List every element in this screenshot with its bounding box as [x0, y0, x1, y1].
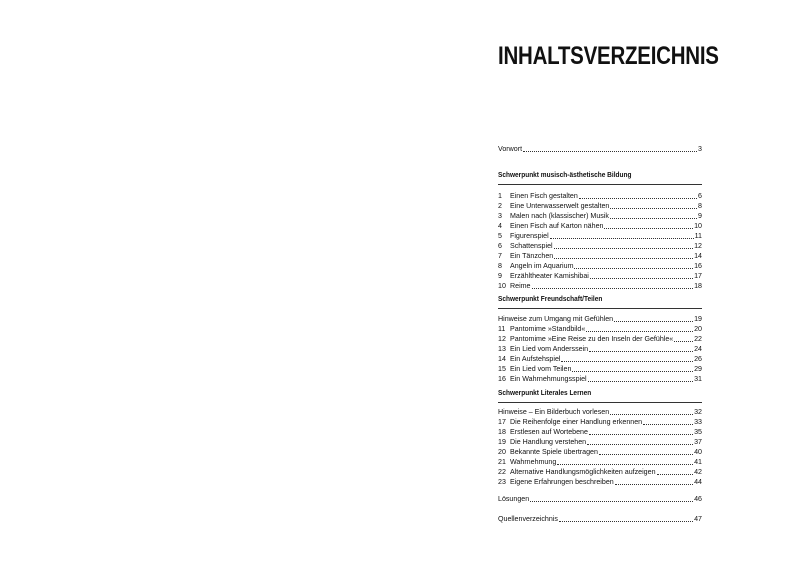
toc-entry-number: 20 [498, 448, 506, 456]
toc-entry-number: 6 [498, 242, 502, 250]
toc-entry [498, 427, 702, 437]
toc-leader-dots [604, 227, 693, 229]
toc-entry-page: 12 [694, 242, 702, 250]
toc-entry [498, 334, 702, 344]
toc-leader-dots [550, 237, 694, 239]
toc-entry [498, 364, 702, 374]
section-heading: Schwerpunkt Freundschaft/Teilen [498, 295, 603, 303]
toc-entry [498, 324, 702, 334]
toc-entry-text: Figurenspiel [510, 232, 549, 240]
toc-entry [498, 467, 702, 477]
toc-leader-dots [559, 520, 693, 522]
toc-entry-page: 33 [694, 418, 702, 426]
toc-entry-text: Ein Wahrnehmungsspiel [510, 375, 587, 383]
toc-entry-page: 10 [694, 222, 702, 230]
toc-entry-text: Malen nach (klassischer) Musik [510, 212, 609, 220]
toc-entry-number: 17 [498, 418, 506, 426]
toc-entry-text: Die Reihenfolge einer Handlung erkennen [510, 418, 643, 426]
toc-entry [498, 354, 702, 364]
toc-leader-dots [614, 320, 693, 322]
toc-entry-page: 3 [698, 145, 702, 153]
toc-entry-number: 3 [498, 212, 502, 220]
toc-entry-text: Einen Fisch auf Karton nähen [510, 222, 604, 230]
toc-leader-dots [610, 217, 697, 219]
toc-entry-number: 12 [498, 335, 506, 343]
section-rule [498, 184, 702, 185]
toc-entry [498, 271, 702, 281]
toc-entry-page: 42 [694, 468, 702, 476]
toc-entry [498, 281, 702, 291]
toc-leader-dots [589, 350, 693, 352]
toc-entry [498, 211, 702, 221]
toc-entry-page: 47 [694, 515, 702, 523]
toc-leader-dots [586, 330, 693, 332]
toc-entry [498, 241, 702, 251]
toc-entry-text: Hinweise zum Umgang mit Gefühlen [498, 315, 614, 323]
toc-entry-page: 32 [694, 408, 702, 416]
toc-entry-page: 14 [694, 252, 702, 260]
toc-entry [498, 477, 702, 487]
page-title: INHALTSVERZEICHNIS [498, 42, 719, 70]
toc-entry-number: 23 [498, 478, 506, 486]
toc-entry-page: 31 [694, 375, 702, 383]
toc-entry-page: 9 [698, 212, 702, 220]
toc-entry-text: Erstlesen auf Wortebene [510, 428, 588, 436]
toc-entry-number: 13 [498, 345, 506, 353]
toc-entry-number: 9 [498, 272, 502, 280]
toc-entry-text: Eigene Erfahrungen beschreiben [510, 478, 614, 486]
toc-leader-dots [657, 473, 694, 475]
toc-entry-page: 22 [694, 335, 702, 343]
toc-leader-dots [599, 453, 693, 455]
toc-entry [498, 447, 702, 457]
toc-entry [498, 437, 702, 447]
toc-entry-text: Ein Lied vom Teilen [510, 365, 572, 373]
toc-leader-dots [523, 150, 697, 152]
toc-entry-text: Pantomime »Eine Reise zu den Inseln der Gefühle« [510, 335, 674, 343]
toc-entry-page: 46 [694, 495, 702, 503]
toc-entry-text: Quellenverzeichnis [498, 515, 558, 523]
toc-entry-number: 11 [498, 325, 506, 333]
toc-entry-number: 8 [498, 262, 502, 270]
section-rule [498, 402, 702, 403]
toc-leader-dots [590, 277, 693, 279]
toc-entry-page: 37 [694, 438, 702, 446]
toc-leader-dots [610, 413, 693, 415]
toc-entry-text: Reime [510, 282, 531, 290]
toc-leader-dots [561, 360, 693, 362]
toc-entry-text: Ein Lied vom Anderssein [510, 345, 589, 353]
toc-entry-page: 8 [698, 202, 702, 210]
toc-entry [498, 407, 702, 417]
toc-entry-number: 21 [498, 458, 506, 466]
toc-entry-text: Bekannte Spiele übertragen [510, 448, 598, 456]
toc-entry-text: Hinweise – Ein Bilderbuch vorlesen [498, 408, 610, 416]
toc-leader-dots [530, 500, 693, 502]
toc-entry-number: 2 [498, 202, 502, 210]
toc-entry-page: 17 [694, 272, 702, 280]
toc-leader-dots [615, 483, 693, 485]
toc-entry-number: 4 [498, 222, 502, 230]
toc-entry-page: 20 [694, 325, 702, 333]
toc-entry-number: 15 [498, 365, 506, 373]
toc-leader-dots [532, 287, 694, 289]
toc-entry-text: Wahrnehmung [510, 458, 557, 466]
toc-entry-text: Eine Unterwasserwelt gestalten [510, 202, 610, 210]
toc-entry-number: 19 [498, 438, 506, 446]
toc-entry-text: Angeln im Aquarium [510, 262, 574, 270]
toc-entry-page: 11 [694, 232, 702, 240]
toc-entry-text: Ein Tänzchen [510, 252, 554, 260]
toc-entry-preface [498, 144, 702, 154]
toc-entry [498, 201, 702, 211]
toc-leader-dots [554, 257, 693, 259]
toc-entry-text: Schattenspiel [510, 242, 553, 250]
toc-entry-solutions [498, 494, 702, 504]
toc-entry-number: 16 [498, 375, 506, 383]
toc-entry-page: 41 [694, 458, 702, 466]
toc-leader-dots [572, 370, 693, 372]
toc-entry-number: 22 [498, 468, 506, 476]
toc-leader-dots [589, 433, 693, 435]
toc-leader-dots [610, 207, 697, 209]
toc-entry-page: 18 [694, 282, 702, 290]
toc-entry-text: Die Handlung verstehen [510, 438, 587, 446]
toc-leader-dots [587, 443, 693, 445]
toc-leader-dots [554, 247, 694, 249]
toc-entry-sources [498, 514, 702, 524]
toc-entry-text: Lösungen [498, 495, 530, 503]
toc-entry-page: 6 [698, 192, 702, 200]
toc-entry-number: 5 [498, 232, 502, 240]
toc-leader-dots [557, 463, 693, 465]
toc-entry [498, 191, 702, 201]
toc-entry-number: 18 [498, 428, 506, 436]
toc-entry [498, 417, 702, 427]
toc-entry [498, 251, 702, 261]
section-heading: Schwerpunkt musisch-ästhetische Bildung [498, 171, 632, 179]
section-heading: Schwerpunkt Literales Lernen [498, 389, 592, 397]
toc-entry-number: 7 [498, 252, 502, 260]
toc-entry-number: 14 [498, 355, 506, 363]
toc-entry [498, 221, 702, 231]
toc-entry [498, 457, 702, 467]
toc-entry-number: 10 [498, 282, 506, 290]
toc-entry-page: 40 [694, 448, 702, 456]
toc-entry [498, 231, 702, 241]
toc-entry-text: Vorwort [498, 145, 523, 153]
toc-leader-dots [674, 340, 693, 342]
toc-entry-page: 16 [694, 262, 702, 270]
toc-entry-text: Ein Aufstehspiel [510, 355, 561, 363]
toc-entry-text: Alternative Handlungsmöglichkeiten aufzeigen [510, 468, 656, 476]
toc-leader-dots [574, 267, 693, 269]
toc-entry [498, 261, 702, 271]
toc-entry-page: 29 [694, 365, 702, 373]
toc-leader-dots [643, 423, 693, 425]
toc-entry-text: Einen Fisch gestalten [510, 192, 578, 200]
section-rule [498, 308, 702, 309]
toc-leader-dots [579, 197, 697, 199]
toc-entry-text: Pantomime »Standbild« [510, 325, 586, 333]
toc-entry-text: Erzähltheater Kamishibai [510, 272, 589, 280]
toc-entry [498, 344, 702, 354]
toc-entry-page: 44 [694, 478, 702, 486]
toc-entry-number: 1 [498, 192, 502, 200]
toc-entry-page: 24 [694, 345, 702, 353]
toc-entry [498, 314, 702, 324]
toc-entry-page: 35 [694, 428, 702, 436]
toc-entry-page: 19 [694, 315, 702, 323]
toc-entry [498, 374, 702, 384]
toc-entry-page: 26 [694, 355, 702, 363]
toc-leader-dots [588, 380, 693, 382]
